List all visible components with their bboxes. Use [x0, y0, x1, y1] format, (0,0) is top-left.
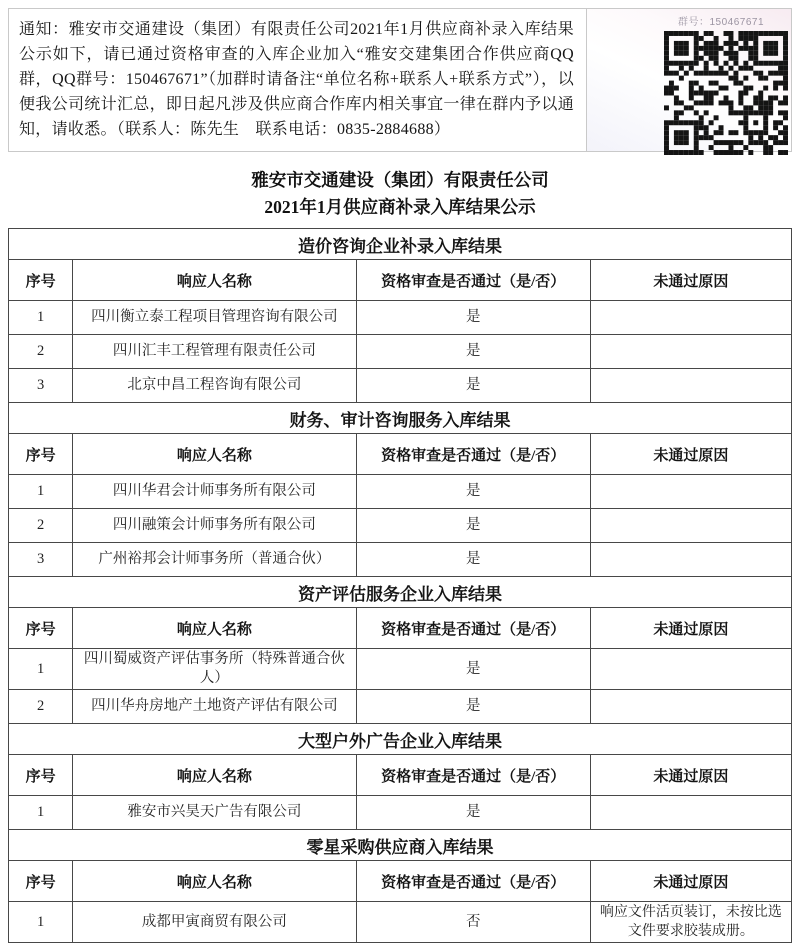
- row-index: 2: [9, 335, 73, 369]
- fail-reason: [590, 301, 791, 335]
- table-row: [9, 690, 792, 724]
- column-header: 资格审查是否通过（是/否）: [356, 434, 590, 475]
- page-title: [8, 167, 792, 221]
- qualification-pass: 是: [356, 301, 590, 335]
- column-header: 序号: [9, 434, 73, 475]
- column-header: 序号: [9, 861, 73, 902]
- qualification-pass: 是: [356, 543, 590, 577]
- respondent-name: 成都甲寅商贸有限公司: [73, 902, 356, 943]
- column-header-row: [9, 608, 792, 649]
- notice-text: 通知：雅安市交通建设（集团）有限责任公司2021年1月供应商补录入库结果公示如下，请已通过资格审查的入库企业加入“雅安交建集团合作供应商QQ群，QQ群号：150467671”（加群时请备注“单位名称+联系人+联系方式”），以便我公司统计汇总，即日起凡涉及供应商合作库内相关事宜一律在群内予以通知，请收悉。（联系人：陈先生 联系电话：0835-2884688）: [19, 21, 574, 138]
- table-row: [9, 543, 792, 577]
- section-row: [9, 403, 792, 434]
- row-index: 3: [9, 369, 73, 403]
- column-header-row: [9, 434, 792, 475]
- section-title: 零星采购供应商入库结果: [9, 830, 792, 861]
- column-header: 响应人名称: [73, 608, 356, 649]
- page-title-line2: 2021年1月供应商补录入库结果公示: [264, 197, 536, 217]
- column-header: 序号: [9, 755, 73, 796]
- qualification-pass: 是: [356, 475, 590, 509]
- fail-reason: [590, 369, 791, 403]
- respondent-name: 北京中昌工程咨询有限公司: [73, 369, 356, 403]
- respondent-name: 四川华君会计师事务所有限公司: [73, 475, 356, 509]
- column-header: 响应人名称: [73, 260, 356, 301]
- qr-inner: [651, 13, 791, 155]
- fail-reason: 响应文件活页装订，未按比选文件要求胶装成册。: [590, 902, 791, 943]
- column-header: 未通过原因: [590, 608, 791, 649]
- respondent-name: 四川华舟房地产土地资产评估有限公司: [73, 690, 356, 724]
- fail-reason: [590, 475, 791, 509]
- respondent-name: 雅安市兴昊天广告有限公司: [73, 796, 356, 830]
- column-header: 响应人名称: [73, 434, 356, 475]
- table-row: [9, 649, 792, 690]
- column-header-row: [9, 861, 792, 902]
- column-header: 资格审查是否通过（是/否）: [356, 755, 590, 796]
- respondent-name: 四川蜀威资产评估事务所（特殊普通合伙人）: [73, 649, 356, 690]
- section-title: 财务、审计咨询服务入库结果: [9, 403, 792, 434]
- table-row: [9, 902, 792, 943]
- fail-reason: [590, 335, 791, 369]
- section-title: 大型户外广告企业入库结果: [9, 724, 792, 755]
- fail-reason: [590, 690, 791, 724]
- fail-reason: [590, 543, 791, 577]
- qq-group-number-label: 群号：150467671: [677, 17, 765, 28]
- column-header: 响应人名称: [73, 861, 356, 902]
- section-row: [9, 577, 792, 608]
- column-header: 资格审查是否通过（是/否）: [356, 608, 590, 649]
- table-row: [9, 301, 792, 335]
- row-index: 1: [9, 902, 73, 943]
- row-index: 1: [9, 649, 73, 690]
- qualification-pass: 是: [356, 796, 590, 830]
- respondent-name: 四川融策会计师事务所有限公司: [73, 509, 356, 543]
- table-row: [9, 509, 792, 543]
- column-header: 响应人名称: [73, 755, 356, 796]
- column-header-row: [9, 755, 792, 796]
- row-index: 2: [9, 690, 73, 724]
- qualification-pass: 是: [356, 369, 590, 403]
- qualification-pass: 是: [356, 649, 590, 690]
- page-title-line1: 雅安市交通建设（集团）有限责任公司: [251, 170, 549, 190]
- column-header: 未通过原因: [590, 434, 791, 475]
- section-row: [9, 724, 792, 755]
- section-row: [9, 229, 792, 260]
- section-title: 资产评估服务企业入库结果: [9, 577, 792, 608]
- column-header-row: [9, 260, 792, 301]
- table-row: [9, 335, 792, 369]
- column-header: 资格审查是否通过（是/否）: [356, 861, 590, 902]
- row-index: 3: [9, 543, 73, 577]
- column-header: 未通过原因: [590, 861, 791, 902]
- results-table: [8, 228, 792, 943]
- row-index: 1: [9, 796, 73, 830]
- respondent-name: 四川汇丰工程管理有限责任公司: [73, 335, 356, 369]
- notice-header-box: [8, 8, 792, 152]
- respondent-name: 广州裕邦会计师事务所（普通合伙）: [73, 543, 356, 577]
- qr-panel: [587, 9, 791, 151]
- qualification-pass: 是: [356, 690, 590, 724]
- column-header: 未通过原因: [590, 260, 791, 301]
- row-index: 1: [9, 301, 73, 335]
- table-row: [9, 475, 792, 509]
- qualification-pass: 是: [356, 335, 590, 369]
- qualification-pass: 否: [356, 902, 590, 943]
- column-header: 未通过原因: [590, 755, 791, 796]
- fail-reason: [590, 509, 791, 543]
- fail-reason: [590, 649, 791, 690]
- respondent-name: 四川衡立泰工程项目管理咨询有限公司: [73, 301, 356, 335]
- section-title: 造价咨询企业补录入库结果: [9, 229, 792, 260]
- table-row: [9, 796, 792, 830]
- qq-group-qr-code-icon: [661, 31, 791, 155]
- section-row: [9, 830, 792, 861]
- row-index: 2: [9, 509, 73, 543]
- fail-reason: [590, 796, 791, 830]
- column-header: 资格审查是否通过（是/否）: [356, 260, 590, 301]
- notice-cell: [9, 9, 587, 151]
- column-header: 序号: [9, 608, 73, 649]
- qualification-pass: 是: [356, 509, 590, 543]
- table-row: [9, 369, 792, 403]
- column-header: 序号: [9, 260, 73, 301]
- row-index: 1: [9, 475, 73, 509]
